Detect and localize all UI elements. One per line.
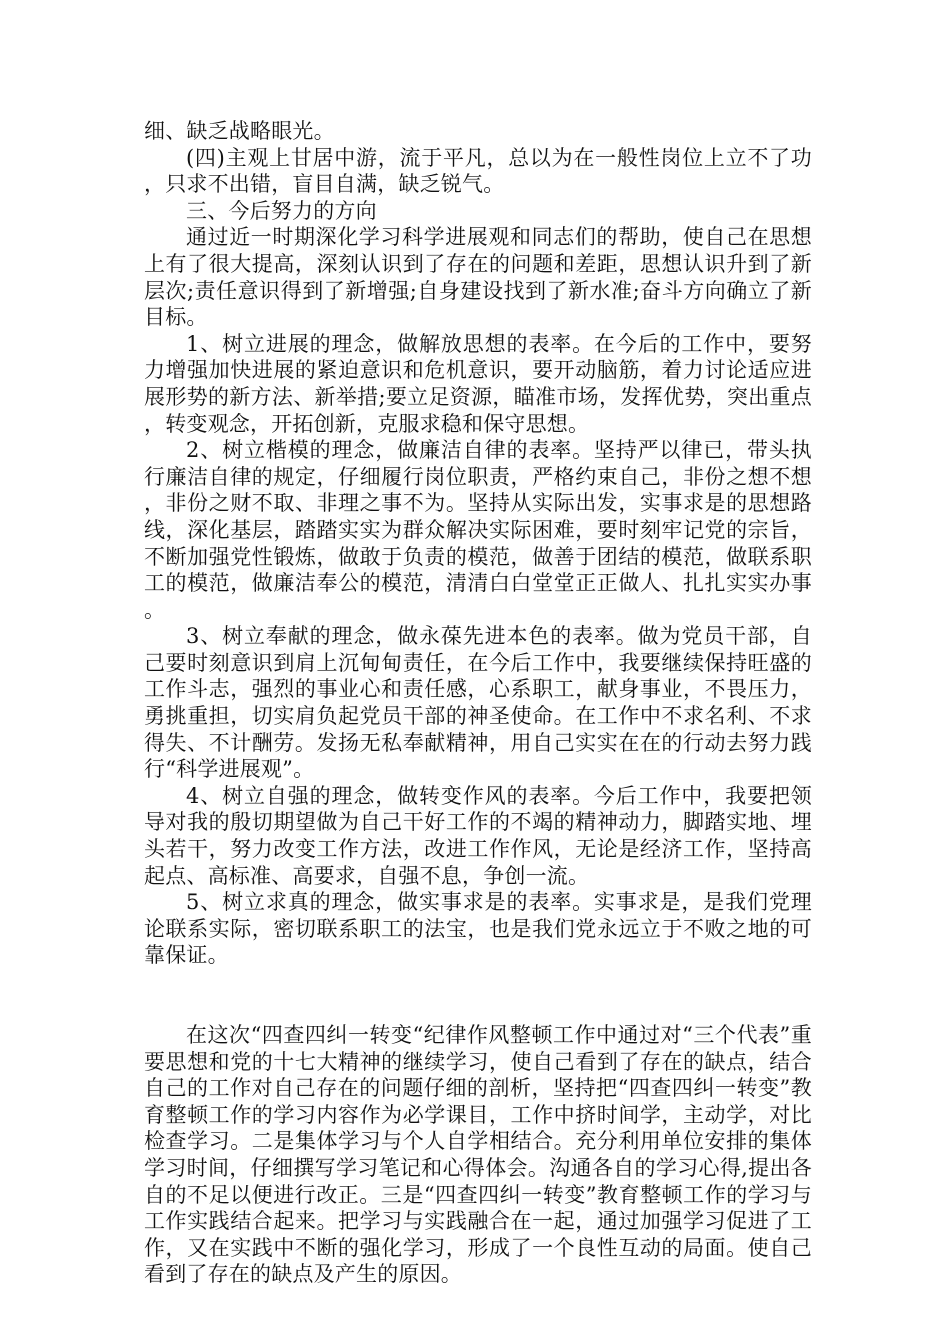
paragraph-2: (四)主观上甘居中游，流于平凡，总以为在一般性岗位上立不了功，只求不出错，盲目自满，缺乏锐气。 [144,145,812,197]
document-page [144,118,812,1288]
section-heading: 三、今后努力的方向 [186,198,377,223]
paragraph-1: 细、缺乏战略眼光。 [144,119,335,143]
paragraph-10: 在这次“四查四纠一转变“纪律作风整顿工作中通过对“三个代表”重要思想和党的十七大精神的继续学习，使自己看到了存在的缺点，结合自己的工作对自己存在的问题仔细的剖析，坚持把“四查四纠一转变”教育整顿工作的学习内容作为必学课目，工作中挤时间学，主动学，对比检查学习。二是集体学习与个人自学相结合。充分利用单位安排的集体学习时间，仔细撰写学习笔记和心得体会。沟通各自的学习心得,提出各自的不足以便进行改正。三是“四查四纠一转变”教育整顿工作的学习与工作实践结合起来。把学习与实践融合在一起，通过加强学习促进了工作，又在实践中不断的强化学习，形成了一个良性互动的局面。使自己看到了存在的缺点及产生的原因。 [144,1023,812,1287]
paragraph-9: 5、树立求真的理念，做实事求是的表率。实事求是，是我们党理论联系实际，密切联系职工的法宝，也是我们党永远立于不败之地的可靠保证。 [144,890,812,968]
paragraph-6: 2、树立楷模的理念，做廉洁自律的表率。坚持严以律已，带头执行廉洁自律的规定，仔细履行岗位职责，严格约束自己，非份之想不想，非份之财不取、非理之事不为。坚持从实际出发，实事求是的思想路线，深化基层，踏踏实实为群众解决实际困难，要时刻牢记党的宗旨，不断加强党性锻炼，做敢于负责的模范，做善于团结的模范，做联系职工的模范，做廉洁奉公的模范，清清白白堂堂正正做人、扎扎实实办事。 [144,438,812,622]
paragraph-7: 3、树立奉献的理念，做永葆先进本色的表率。做为党员干部，自己要时刻意识到肩上沉甸甸责任，在今后工作中，我要继续保持旺盛的工作斗志，强烈的事业心和责任感，心系职工，献身事业，不畏压力，勇挑重担，切实肩负起党员干部的神圣使命。在工作中不求名利、不求得失、不计酬劳。发扬无私奉献精神，用自己实实在在的行动去努力践行“科学进展观”。 [144,624,812,782]
paragraph-8: 4、树立自强的理念，做转变作风的表率。今后工作中，我要把领导对我的殷切期望做为自己干好工作的不竭的精神动力，脚踏实地、埋头若干，努力改变工作方法，改进工作作风，无论是经济工作，坚持高起点、高标准、高要求，自强不息，争创一流。 [144,783,812,888]
paragraph-4: 通过近一时期深化学习科学进展观和同志们的帮助，使自己在思想上有了很大提高，深刻认识到了存在的问题和差距，思想认识升到了新层次;责任意识得到了新增强;自身建设找到了新水准;奋斗方向确立了新目标。 [144,225,812,330]
paragraph-5: 1、树立进展的理念，做解放思想的表率。在今后的工作中，要努力增强加快进展的紧迫意识和危机意识，要开动脑筋，着力讨论适应进展形势的新方法、新举措;要立足资源，瞄准市场，发挥优势，突出重点，转变观念，开拓创新，克服求稳和保守思想。 [144,331,812,436]
paragraph-gap [144,969,812,1022]
